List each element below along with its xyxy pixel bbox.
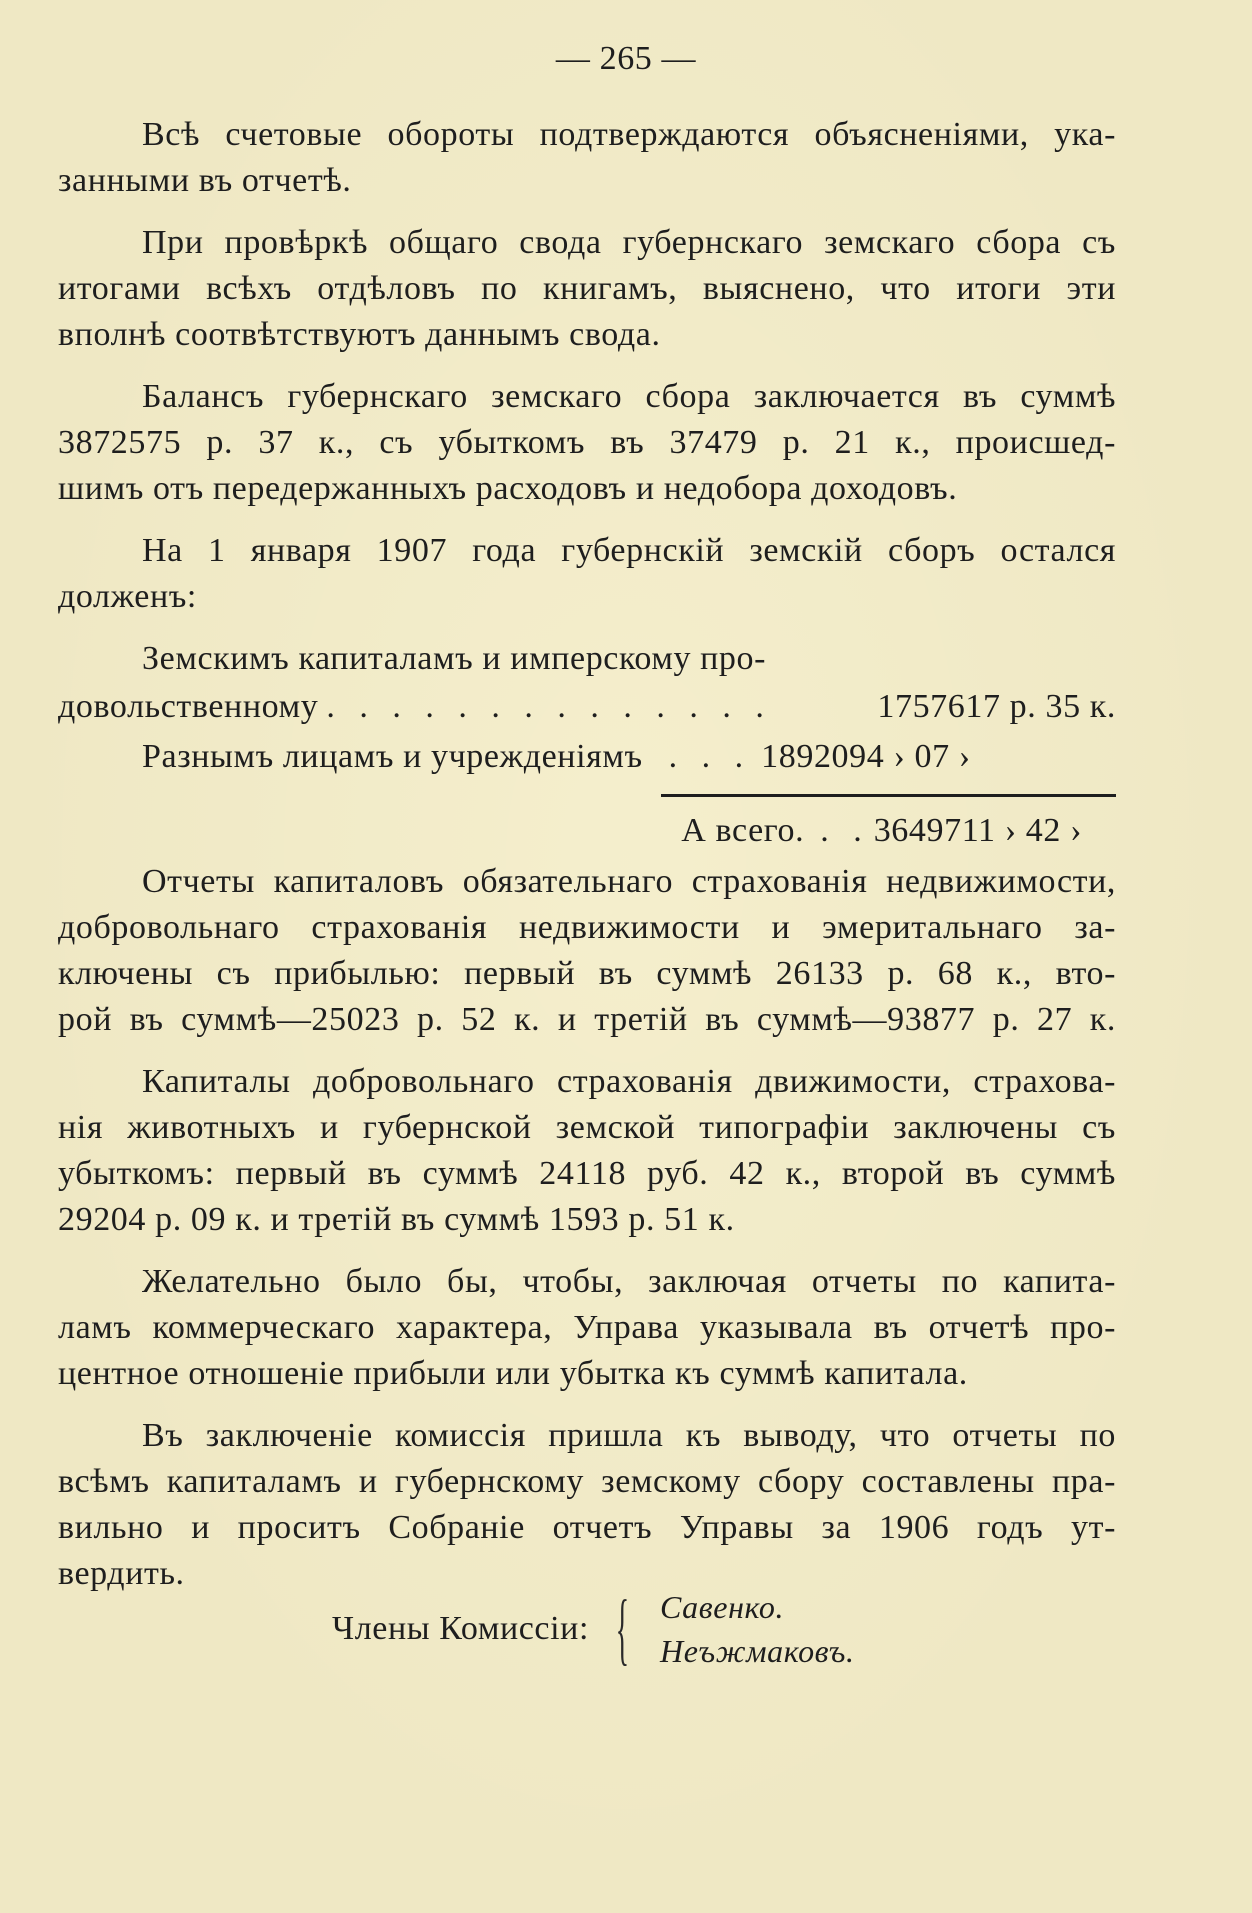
text-line: нія животныхъ и губернской земской типографіи заключены съ <box>58 1109 1116 1146</box>
signature-names <box>660 1585 855 1673</box>
text-line: Балансъ губернскаго земскаго сбора заключается въ суммѣ <box>142 378 1116 415</box>
brace-icon: { <box>615 1585 630 1673</box>
total-rule <box>661 794 1116 797</box>
text-line: добровольнаго страхованія недвижимости и эмеритальнаго за- <box>58 909 1116 946</box>
text-line: Капиталы добровольнаго страхованія движимости, страхова- <box>142 1063 1116 1100</box>
text-line: рой въ суммѣ—25023 р. 52 к. и третій въ суммѣ—93877 р. 27 к. <box>58 1001 1116 1038</box>
text-line: всѣмъ капиталамъ и губернскому земскому сбору составлены пра- <box>58 1463 1116 1500</box>
paragraph-6 <box>58 1059 1116 1243</box>
text-line: 3872575 р. 37 к., съ убыткомъ въ 37479 р. 21 к., происшед- <box>58 424 1116 461</box>
account-amount: 1757617 р. 35 к. <box>877 688 1116 725</box>
paragraph-1 <box>58 112 1116 204</box>
signature-name: Неъжмаковъ. <box>660 1633 855 1669</box>
text-line: 29204 р. 09 к. и третій въ суммѣ 1593 р. 51 к. <box>58 1201 735 1238</box>
text-line: Всѣ счетовые обороты подтверждаются объясненіями, ука- <box>142 116 1116 153</box>
text-line: При провѣркѣ общаго свода губернскаго земскаго сбора съ <box>142 224 1116 261</box>
account-total-row <box>58 803 1116 859</box>
text-line: вердить. <box>58 1555 185 1592</box>
text-line: шимъ отъ передержанныхъ расходовъ и недобора доходовъ. <box>58 470 958 507</box>
page-number: — 265 — <box>555 40 697 77</box>
account-label: довольственному <box>58 688 319 725</box>
leader-dots: . . . . . . . . . . . . . . <box>326 688 772 725</box>
text-line: Желательно было бы, чтобы, заключая отчеты по капита- <box>142 1263 1116 1300</box>
leader-dots: . . . <box>668 738 752 775</box>
signature-name: Савенко. <box>660 1589 785 1625</box>
paragraph-7 <box>58 1259 1116 1397</box>
text-line: Отчеты капиталовъ обязательнаго страхованія недвижимости, <box>142 863 1116 900</box>
total-label: А всего. <box>681 812 805 849</box>
text-line: занными въ отчетѣ. <box>58 162 352 199</box>
paragraph-8 <box>58 1413 1116 1597</box>
leader-dots: . . <box>820 812 870 849</box>
paragraph-5 <box>58 859 1116 1043</box>
commission-signatures <box>332 1585 855 1673</box>
paragraph-2 <box>58 220 1116 358</box>
text-line: вполнѣ соотвѣтствуютъ даннымъ свода. <box>58 316 661 353</box>
text-line: Въ заключеніе комиссія пришла къ выводу, что отчеты по <box>142 1417 1116 1454</box>
body-text <box>58 112 1116 1597</box>
text-line: ламъ коммерческаго характера, Управа указывала въ отчетѣ про- <box>58 1309 1116 1346</box>
text-line: убыткомъ: первый въ суммѣ 24118 руб. 42 к., второй въ суммѣ <box>58 1155 1116 1192</box>
account-label-line: Земскимъ капиталамъ и имперскому про- <box>142 640 767 677</box>
paragraph-4 <box>58 528 1116 620</box>
paragraph-3 <box>58 374 1116 512</box>
signatures-label: Члены Комиссіи: <box>332 1610 590 1647</box>
account-row-zemstvo <box>58 682 1116 732</box>
account-amount: 1892094 › 07 › <box>761 738 971 775</box>
text-line: долженъ: <box>58 578 197 615</box>
text-line: центное отношеніе прибыли или убытка къ суммѣ капитала. <box>58 1355 968 1392</box>
text-line: вильно и проситъ Собраніе отчетъ Управы за 1906 годъ ут- <box>58 1509 1116 1546</box>
text-line: На 1 января 1907 года губернскій земскій сборъ остался <box>142 532 1116 569</box>
text-line: ключены съ прибылью: первый въ суммѣ 26133 р. 68 к., вто- <box>58 955 1116 992</box>
total-amount: 3649711 › 42 › <box>873 812 1082 849</box>
text-line: итогами всѣхъ отдѣловъ по книгамъ, выяснено, что итоги эти <box>58 270 1116 307</box>
account-row-persons <box>58 732 1116 782</box>
account-label: Разнымъ лицамъ и учрежденіямъ <box>142 738 643 775</box>
accounts-list <box>58 636 1116 859</box>
